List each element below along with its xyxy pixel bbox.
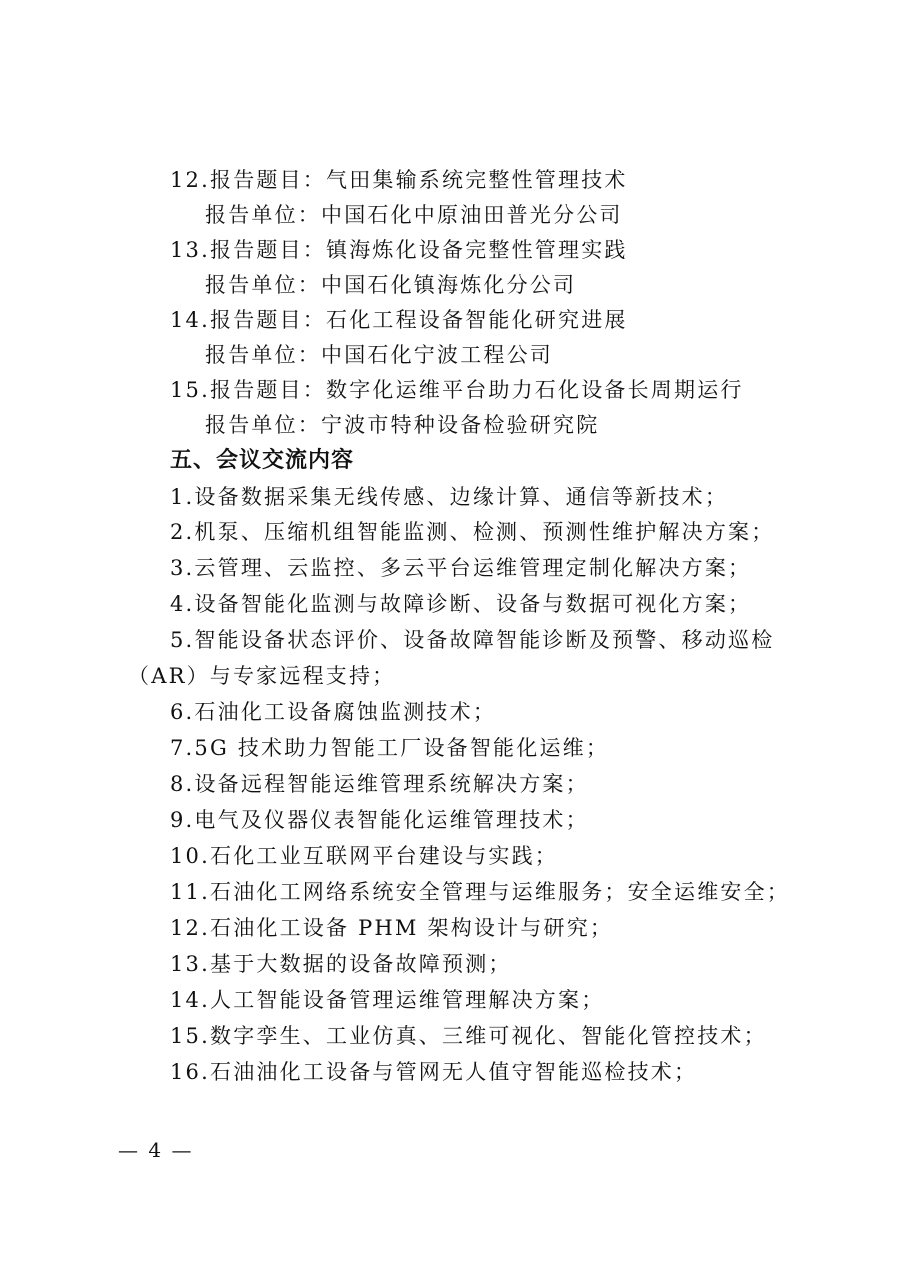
topic-item: 2.机泵、压缩机组智能监测、检测、预测性维护解决方案； <box>170 520 775 544</box>
page-number: — 4 — <box>118 1138 194 1162</box>
report-15-title: 15.报告题目：数字化运维平台助力石化设备长周期运行 <box>170 378 744 402</box>
report-12-title: 12.报告题目：气田集输系统完整性管理技术 <box>170 168 628 192</box>
topic-item: 5.智能设备状态评价、设备故障智能诊断及预警、移动巡检 <box>170 628 775 652</box>
report-14-title: 14.报告题目：石化工程设备智能化研究进展 <box>170 308 628 332</box>
topic-item: 14.人工智能设备管理运维管理解决方案； <box>170 988 605 1012</box>
topic-item: 10.石化工业互联网平台建设与实践； <box>170 844 558 868</box>
report-13-title: 13.报告题目：镇海炼化设备完整性管理实践 <box>170 238 628 262</box>
topic-item: 7.5G 技术助力智能工厂设备智能化运维； <box>170 736 610 760</box>
topic-item-continuation: （AR）与专家远程支持； <box>128 664 396 688</box>
report-15-unit: 报告单位：宁波市特种设备检验研究院 <box>205 413 600 437</box>
topic-item: 8.设备远程智能运维管理系统解决方案； <box>170 772 589 796</box>
topic-item: 15.数字孪生、工业仿真、三维可视化、智能化管控技术； <box>170 1024 767 1048</box>
topic-item: 13.基于大数据的设备故障预测； <box>170 952 512 976</box>
report-14-unit: 报告单位：中国石化宁波工程公司 <box>205 343 553 367</box>
topic-item: 11.石油化工网络系统安全管理与运维服务；安全运维安全； <box>170 880 790 904</box>
report-13-unit: 报告单位：中国石化镇海炼化分公司 <box>205 273 577 297</box>
topic-item: 3.云管理、云监控、多云平台运维管理定制化解决方案； <box>170 556 752 580</box>
topic-item: 6.石油化工设备腐蚀监测技术； <box>170 700 497 724</box>
topic-item: 4.设备智能化监测与故障诊断、设备与数据可视化方案； <box>170 592 752 616</box>
topic-item: 16.石油油化工设备与管网无人值守智能巡检技术； <box>170 1060 698 1084</box>
topic-item: 1.设备数据采集无线传感、边缘计算、通信等新技术； <box>170 485 729 509</box>
section-heading: 五、会议交流内容 <box>170 448 355 473</box>
report-12-unit: 报告单位：中国石化中原油田普光分公司 <box>205 203 623 227</box>
topic-item: 9.电气及仪器仪表智能化运维管理技术； <box>170 808 589 832</box>
topic-item: 12.石油化工设备 PHM 架构设计与研究； <box>170 916 614 940</box>
